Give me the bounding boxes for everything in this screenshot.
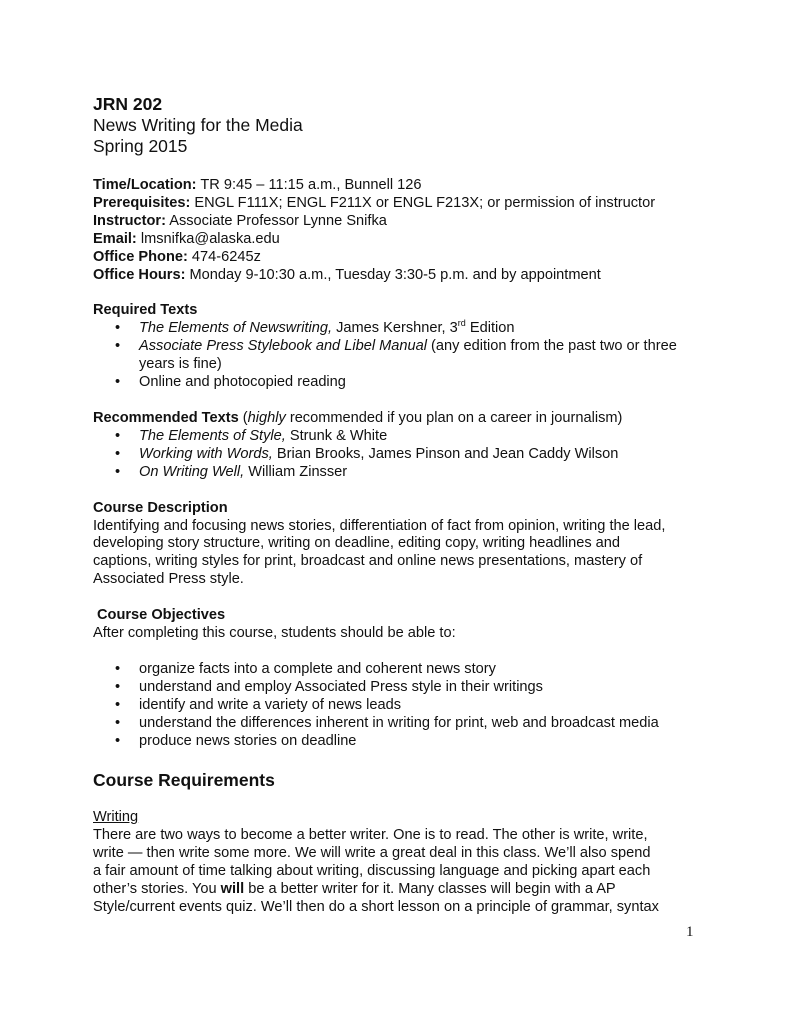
course-description-heading: Course Description	[93, 499, 228, 516]
writing-subheading: Writing	[93, 809, 139, 826]
recommended-texts-list	[93, 428, 713, 482]
list-item: • produce news stories on deadline	[93, 733, 713, 751]
required-texts-heading: Required Texts	[93, 302, 198, 319]
list-item: • The Elements of Style, Strunk & White	[93, 428, 713, 446]
course-info	[93, 177, 713, 284]
info-email: Email: lmsnifka@alaska.edu	[93, 230, 280, 247]
course-term: Spring 2015	[93, 136, 188, 156]
page-number: 1	[686, 924, 694, 940]
info-office-hours: Office Hours: Monday 9-10:30 a.m., Tuesday 3:30-5 p.m. and by appointment	[93, 266, 601, 283]
list-item: • understand and employ Associated Press style in their writings	[93, 679, 713, 697]
list-item: • Online and photocopied reading	[93, 374, 713, 392]
info-prerequisites: Prerequisites: ENGL F111X; ENGL F211X or ENGL F213X; or permission of instructor	[93, 194, 656, 211]
course-name: News Writing for the Media	[93, 115, 303, 135]
info-instructor: Instructor: Associate Professor Lynne Snifka	[93, 212, 387, 229]
course-objectives-list	[93, 661, 713, 751]
info-office-phone: Office Phone: 474-6245z	[93, 248, 261, 265]
email-link[interactable]: lmsnifka@alaska.edu	[136, 230, 280, 247]
course-description-text: Identifying and focusing news stories, differentiation of fact from opinion, writing the lead, developing story structure, writing on deadline, editing copy, writing headlines and captions, writing styles for print, broadcast and online news presentations, mastery of Associated Press style.	[93, 517, 666, 588]
list-item: • understand the differences inherent in writing for print, web and broadcast media	[93, 715, 713, 733]
course-code: JRN 202	[93, 94, 163, 114]
list-item: • organize facts into a complete and coherent news story	[93, 661, 713, 679]
recommended-texts-heading-line: Recommended Texts (highly recommended if you plan on a career in journalism)	[93, 409, 623, 426]
syllabus-page	[93, 94, 713, 917]
list-item: • Associate Press Stylebook and Libel Manual (any edition from the past two or three years is fine)	[93, 338, 679, 374]
required-texts-list	[93, 320, 713, 392]
course-objectives-intro: After completing this course, students should be able to:	[93, 625, 456, 642]
writing-paragraph: There are two ways to become a better writer. One is to read. The other is write, write, write — then write some more. We will write a great deal in this class. We’ll also spend a fair amount of time talking about writing, discussing language and picking apart each other’s stories. You will be a better writer for it. Many classes will begin with a AP Style/current events quiz. We’ll then do a short lesson on a principle of grammar, syntax	[93, 827, 659, 915]
info-time-location: Time/Location: TR 9:45 – 11:15 a.m., Bunnell 126	[93, 177, 422, 193]
list-item: • The Elements of Newswriting, James Kershner, 3rd Edition	[93, 320, 713, 338]
list-item: • Working with Words, Brian Brooks, James Pinson and Jean Caddy Wilson	[93, 446, 713, 464]
course-requirements-heading: Course Requirements	[93, 770, 275, 791]
course-objectives-heading: Course Objectives	[97, 607, 226, 624]
list-item: • On Writing Well, William Zinsser	[93, 464, 713, 482]
list-item: • identify and write a variety of news leads	[93, 697, 713, 715]
